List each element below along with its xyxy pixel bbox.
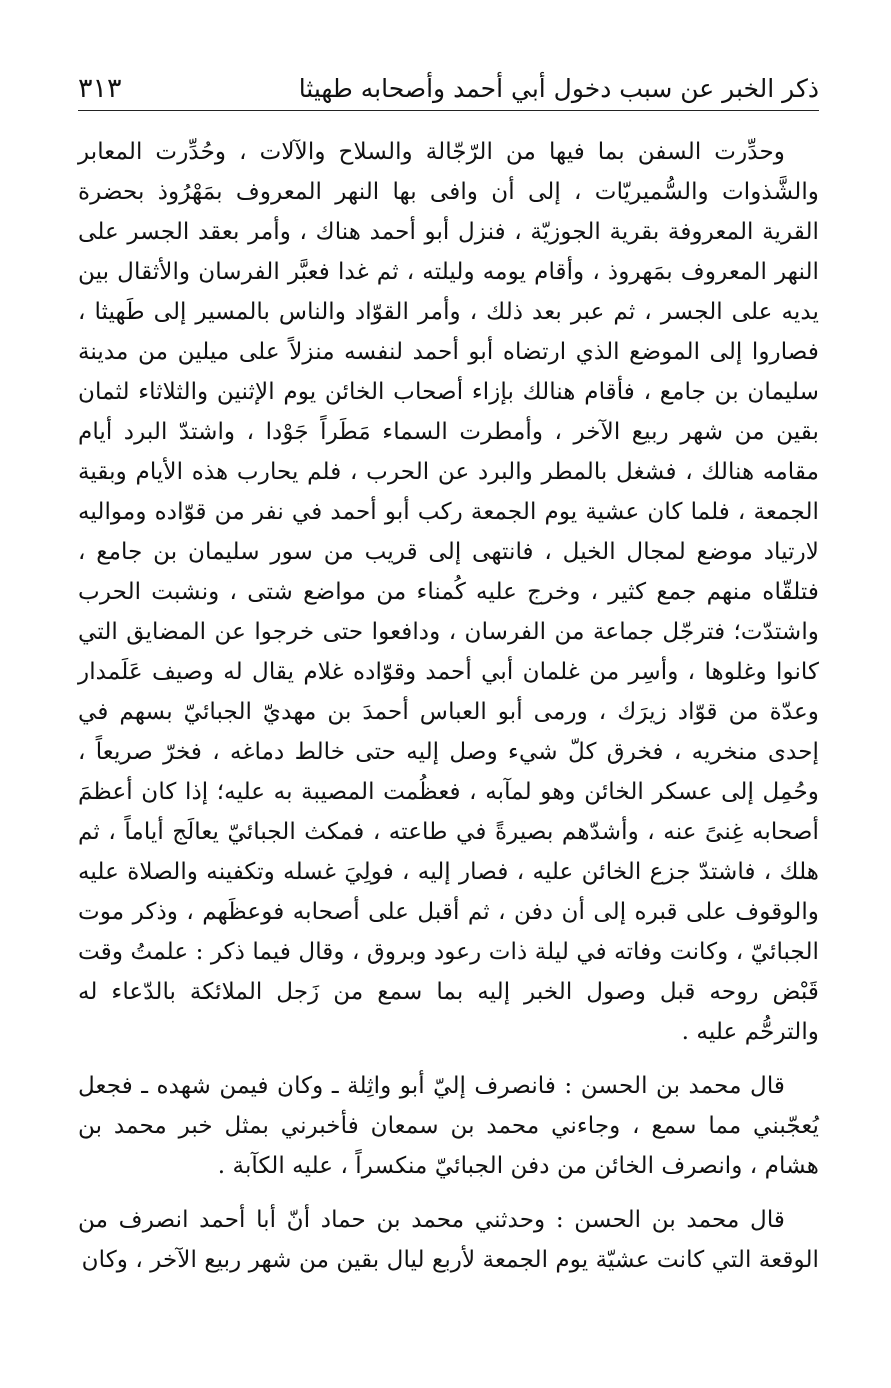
running-header [78, 60, 819, 111]
paragraph: وحدِّرت السفن بما فيها من الرّجّالة والسلاح والآلات ، وحُدِّرت المعابر والشَّذوات والسُّميريّات ، إلى أن وافى بها النهر المعروف بمَهْرُوذ بحضرة القرية المعروفة بقرية الجوزيّة ، فنزل أبو أحمد هناك ، وأمر بعقد الجسر على النهر المعروف بمَهروذ ، وأقام يومه وليلته ، ثم غدا فعبَّر الفرسان والأثقال بين يديه على الجسر ، ثم عبر بعد ذلك ، وأمر القوّاد والناس بالمسير إلى طَهيثا ، فصاروا إلى الموضع الذي ارتضاه أبو أحمد لنفسه منزلاً على ميلين من مدينة سليمان بن جامع ، فأقام هنالك بإزاء أصحاب الخائن يوم الإثنين والثلاثاء لثمان بقين من شهر ربيع الآخر ، وأمطرت السماء مَطَراً جَوْدا ، واشتدّ البرد أيام مقامه هنالك ، فشغل بالمطر والبرد عن الحرب ، فلم يحارب هذه الأيام وبقية الجمعة ، فلما كان عشية يوم الجمعة ركب أبو أحمد في نفر من قوّاده ومواليه لارتياد موضع لمجال الخيل ، فانتهى إلى قريب من سور سليمان بن جامع ، فتلقّاه منهم جمع كثير ، وخرج عليه كُمناء من مواضع شتى ، ونشبت الحرب واشتدّت؛ فترجّل جماعة من الفرسان ، ودافعوا حتى خرجوا عن المضايق التي كانوا وغلوها ، وأسِر من غلمان أبي أحمد وقوّاده غلام يقال له وصيف عَلَمدار وعدّة من قوّاد زيرَك ، ورمى أبو العباس أحمدَ بن مهديّ الجبائيّ بسهم في إحدى منخريه ، فخرق كلّ شيء وصل إليه حتى خالط دماغه ، فخرّ صريعاً ، وحُمِل إلى عسكر الخائن وهو لمآبه ، فعظُمت المصيبة به عليه؛ إذا كان أعظمَ أصحابه غِنىً عنه ، وأشدّهم بصيرةً في طاعته ، فمكث الجبائيّ يعالَج أياماً ، ثم هلك ، فاشتدّ جزع الخائن عليه ، فصار إليه ، فولِيَ غسله وتكفينه والصلاة عليه والوقوف على قبره إلى أن دفن ، ثم أقبل على أصحابه فوعظَهم ، وذكر موت الجبائيّ ، وكانت وفاته في ليلة ذات رعود وبروق ، وقال فيما ذكر : علمتُ وقت قَبْض روحه قبل وصول الخبر إليه بما سمع من زَجل الملائكة بالدّعاء له والترحُّم عليه . [78, 138, 820, 1045]
paragraph: قال محمد بن الحسن : وحدثني محمد بن حماد أنّ أبا أحمد انصرف من الوقعة التي كانت عشيّة يوم الجمعة لأربع ليال بقين من شهر ربيع الآخر ، وكان [78, 1206, 819, 1273]
paragraph: قال محمد بن الحسن : فانصرف إليّ أبو واثِلة ـ وكان فيمن شهده ـ فجعل يُعجّبني مما سمع ، وجاءني محمد بن سمعان فأخبرني بمثل خبر محمد بن هشام ، وانصرف الخائن من دفن الجبائيّ منكسراً ، عليه الكآبة . [78, 1072, 819, 1179]
chapter-title: ذكر الخبر عن سبب دخول أبي أحمد وأصحابه طهيثا [298, 74, 819, 103]
page-number: ٣١٣ [78, 73, 122, 104]
main-text [78, 132, 819, 1280]
